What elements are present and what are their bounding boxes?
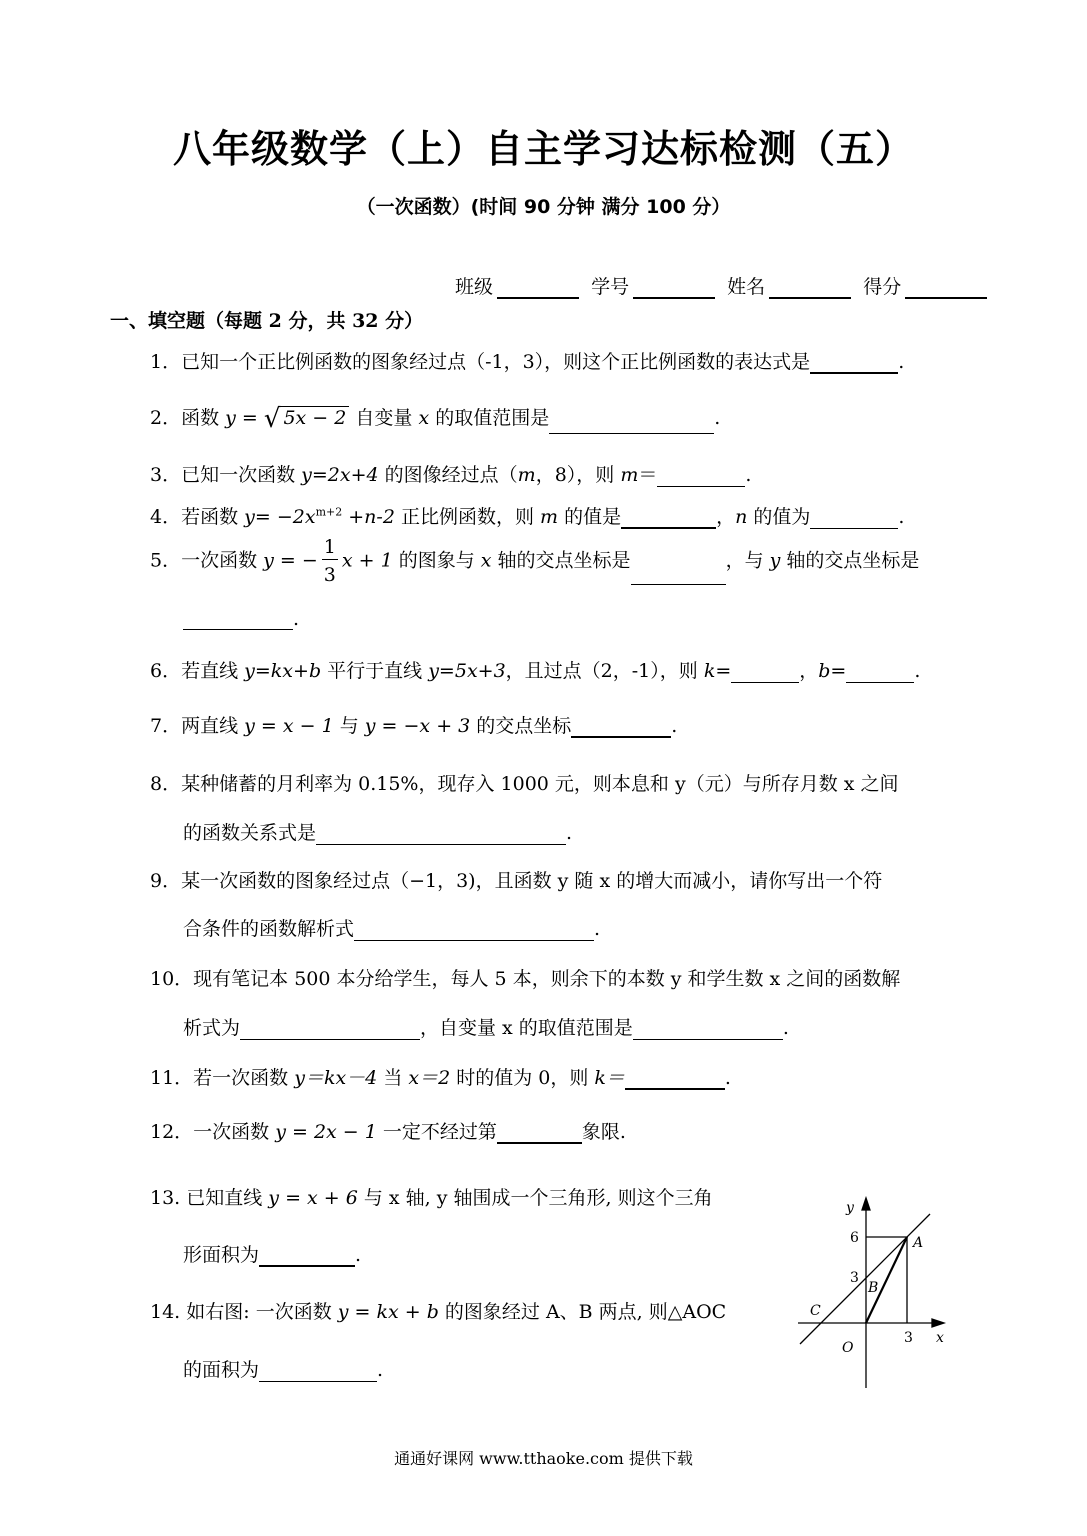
- question-10-continued: [183, 1013, 789, 1040]
- period: .: [714, 407, 721, 429]
- q4-function-tail: +n-2: [342, 506, 395, 528]
- answer-blank-6a[interactable]: [731, 663, 799, 683]
- var-m: m: [620, 464, 639, 486]
- q6-function-1: y=kx+b: [244, 660, 322, 682]
- question-2-label: 2．函数: [150, 407, 226, 429]
- q6-function-2: y=5x+3: [428, 660, 506, 682]
- q5-text-d: ，与: [725, 549, 770, 572]
- answer-blank-1[interactable]: [810, 353, 898, 374]
- name-blank[interactable]: [769, 277, 851, 299]
- question-13-continued: [183, 1240, 361, 1267]
- q13-line-1a: 13. 已知直线: [150, 1187, 269, 1209]
- answer-blank-4b[interactable]: [810, 509, 898, 529]
- question-9: [150, 866, 882, 893]
- tick-3-x: 3: [904, 1330, 913, 1346]
- equals: =: [235, 407, 264, 429]
- x-axis-label: x: [936, 1330, 944, 1346]
- q4-text-a: 4．若函数: [150, 506, 245, 528]
- q8-line-1: 8．某种储蓄的月利率为 0.15%，现存入 1000 元，则本息和 y（元）与所存月数 x 之间: [150, 773, 899, 795]
- answer-blank-5a[interactable]: [631, 565, 726, 585]
- question-4: [150, 502, 904, 529]
- period: .: [745, 464, 752, 486]
- period: .: [724, 1067, 731, 1089]
- score-blank[interactable]: [905, 277, 987, 299]
- question-8-continued: [183, 818, 572, 845]
- period: .: [355, 1244, 362, 1266]
- answer-blank-7[interactable]: [571, 717, 671, 738]
- question-10: [150, 964, 900, 991]
- q10-line-2a: 析式为: [183, 1017, 241, 1039]
- q11-text-a: 11．若一次函数: [150, 1067, 295, 1089]
- question-14-continued: [183, 1355, 383, 1382]
- q9-line-2: 合条件的函数解析式: [183, 918, 355, 940]
- point-B-label: B: [868, 1280, 879, 1296]
- question-5: [150, 538, 919, 585]
- question-7: [150, 711, 677, 738]
- q6-text-b: 平行于直线: [321, 660, 429, 682]
- q5-rhs: x + 1: [341, 549, 393, 572]
- q11-function: y＝kx－4: [294, 1067, 378, 1089]
- q6-text-c: ，且过点（2，-1），则: [505, 660, 704, 682]
- var-n: n: [735, 506, 748, 528]
- page-subtitle: （一次函数）(时间 90 分钟 满分 100 分）: [356, 196, 731, 218]
- q7-text-a: 7．两直线: [150, 715, 245, 737]
- q6-text-a: 6．若直线: [150, 660, 245, 682]
- q14-line-1b: 的图象经过 A、B 两点, 则△AOC: [438, 1301, 727, 1323]
- question-2-text-2: 的取值范围是: [429, 407, 550, 429]
- q3-text-a: 3．已知一次函数: [150, 464, 302, 486]
- q13-function: y = x + 6: [268, 1187, 358, 1209]
- q10-line-2b: ，自变量 x 的取值范围是: [420, 1017, 633, 1039]
- name-label: 姓名: [727, 276, 766, 298]
- numerator: 1: [323, 536, 336, 558]
- q7-text-b: 与: [333, 715, 365, 737]
- question-1-text: 1．已知一个正比例函数的图象经过点（-1，3），则这个正比例函数的表达式是: [150, 351, 811, 373]
- q5-text-c: 轴的交点坐标是: [491, 549, 631, 572]
- comma: ，: [799, 660, 819, 682]
- y-axis-label: y: [846, 1200, 854, 1216]
- page-title: 八年级数学（上）自主学习达标检测（五）: [172, 127, 914, 171]
- q12-text-b: 一定不经过第: [376, 1121, 497, 1143]
- question-1: [150, 347, 904, 374]
- var-k: k＝: [594, 1067, 625, 1089]
- period: .: [898, 506, 905, 528]
- var-k: k=: [703, 660, 732, 682]
- q4-text-c: 的值是: [558, 506, 622, 528]
- q4-exponent: m+2: [315, 505, 343, 519]
- answer-blank-10a[interactable]: [240, 1020, 420, 1040]
- question-9-continued: [183, 914, 600, 941]
- question-5-continued: [183, 608, 299, 630]
- answer-blank-6b[interactable]: [846, 663, 914, 683]
- denominator: 3: [323, 564, 336, 586]
- student-id-blank[interactable]: [633, 277, 715, 299]
- question-3: [150, 460, 751, 487]
- function-line: [800, 1214, 930, 1344]
- var-y: y: [225, 407, 236, 429]
- period: .: [377, 1359, 384, 1381]
- origin-O-label: O: [842, 1340, 854, 1356]
- var-x: x: [418, 407, 430, 429]
- tick-3-y: 3: [850, 1270, 859, 1286]
- student-id-label: 学号: [591, 276, 630, 298]
- q11-text-b: 当: [377, 1067, 409, 1089]
- q5-lhs: y = −: [263, 549, 318, 572]
- class-blank[interactable]: [497, 277, 579, 299]
- question-8: [150, 769, 899, 796]
- answer-blank-9[interactable]: [354, 921, 594, 941]
- q9-line-1: 9．某一次函数的图象经过点（−1，3)，且函数 y 随 x 的增大而减小，请你写出一个符: [150, 870, 883, 892]
- q12-text-c: 象限.: [581, 1121, 626, 1143]
- period: .: [594, 918, 601, 940]
- period: .: [566, 822, 573, 844]
- fraction: [322, 538, 338, 585]
- answer-blank-3[interactable]: [657, 467, 745, 487]
- var-m: m: [517, 464, 536, 486]
- period: .: [293, 608, 300, 630]
- q7-text-c: 的交点坐标: [470, 715, 572, 737]
- q4-function: y= −2x: [244, 506, 316, 528]
- question-14: [150, 1297, 726, 1324]
- period: .: [898, 351, 905, 373]
- q8-line-2: 的函数关系式是: [183, 822, 317, 844]
- q10-line-1: 10．现有笔记本 500 本分给学生，每人 5 本，则余下的本数 y 和学生数 x 之间的函数解: [150, 968, 901, 990]
- q5-text-a: 5．一次函数: [150, 549, 264, 572]
- q3-text-b: 的图像经过点（: [378, 464, 518, 486]
- q14-line-2: 的面积为: [183, 1359, 260, 1381]
- q12-function: y = 2x − 1: [275, 1121, 377, 1143]
- answer-blank-4a[interactable]: [621, 508, 716, 529]
- question-13: [150, 1183, 713, 1210]
- answer-blank-5b[interactable]: [183, 610, 293, 630]
- question-2-text: 自变量: [349, 407, 419, 429]
- point-C-label: C: [810, 1303, 821, 1319]
- footer: 通通好课网 www.tthaoke.com 提供下载: [394, 1449, 693, 1468]
- point-A-label: A: [913, 1235, 924, 1251]
- q4-text-e: 的值为: [747, 506, 811, 528]
- var-b: b=: [818, 660, 847, 682]
- question-12: [150, 1117, 626, 1144]
- period: .: [671, 715, 678, 737]
- question-6: [150, 656, 920, 683]
- period: .: [782, 1017, 789, 1039]
- q5-text-e: 轴的交点坐标是: [780, 549, 920, 572]
- q7-function-1: y = x − 1: [244, 715, 334, 737]
- q11-x-value: x＝2: [408, 1067, 451, 1089]
- q4-text-b: 正比例函数，则: [394, 506, 541, 528]
- var-x: x: [480, 549, 492, 572]
- sqrt-icon: √: [263, 404, 281, 434]
- q7-function-2: y = −x + 3: [364, 715, 471, 737]
- q3-function: y=2x+4: [301, 464, 379, 486]
- radicand: 5x − 2: [280, 406, 349, 429]
- student-info-row: [455, 272, 993, 299]
- answer-blank-13[interactable]: [259, 1246, 355, 1267]
- class-label: 班级: [455, 276, 494, 298]
- score-label: 得分: [863, 276, 902, 298]
- q14-line-1a: 14. 如右图: 一次函数: [150, 1301, 338, 1323]
- var-y: y: [769, 549, 781, 572]
- question-11: [150, 1063, 731, 1090]
- q13-line-2: 形面积为: [183, 1244, 260, 1266]
- q12-text-a: 12．一次函数: [150, 1121, 276, 1143]
- answer-blank-14[interactable]: [259, 1362, 377, 1382]
- comma: ，: [716, 506, 736, 528]
- q3-text-c: ，8），则: [535, 464, 621, 486]
- q3-equals: ＝: [638, 464, 658, 486]
- answer-blank-2[interactable]: [549, 414, 714, 434]
- question-2: [150, 403, 720, 434]
- q11-text-c: 时的值为 0，则: [450, 1067, 595, 1089]
- answer-blank-10b[interactable]: [633, 1020, 783, 1040]
- q13-line-1b: 与 x 轴, y 轴围成一个三角形, 则这个三角: [357, 1187, 713, 1209]
- section-title: 一、填空题（每题 2 分，共 32 分）: [110, 310, 424, 332]
- answer-blank-11[interactable]: [625, 1069, 725, 1090]
- answer-blank-8[interactable]: [316, 825, 566, 845]
- y-axis-arrow-icon: [862, 1198, 870, 1210]
- period: .: [914, 660, 921, 682]
- tick-6: 6: [850, 1230, 859, 1246]
- q14-function: y = kx + b: [337, 1301, 439, 1323]
- x-axis-arrow-icon: [932, 1319, 944, 1327]
- var-m: m: [540, 506, 559, 528]
- coordinate-figure: [790, 1196, 955, 1391]
- answer-blank-12[interactable]: [497, 1123, 582, 1144]
- q5-text-b: 的图象与: [392, 549, 481, 572]
